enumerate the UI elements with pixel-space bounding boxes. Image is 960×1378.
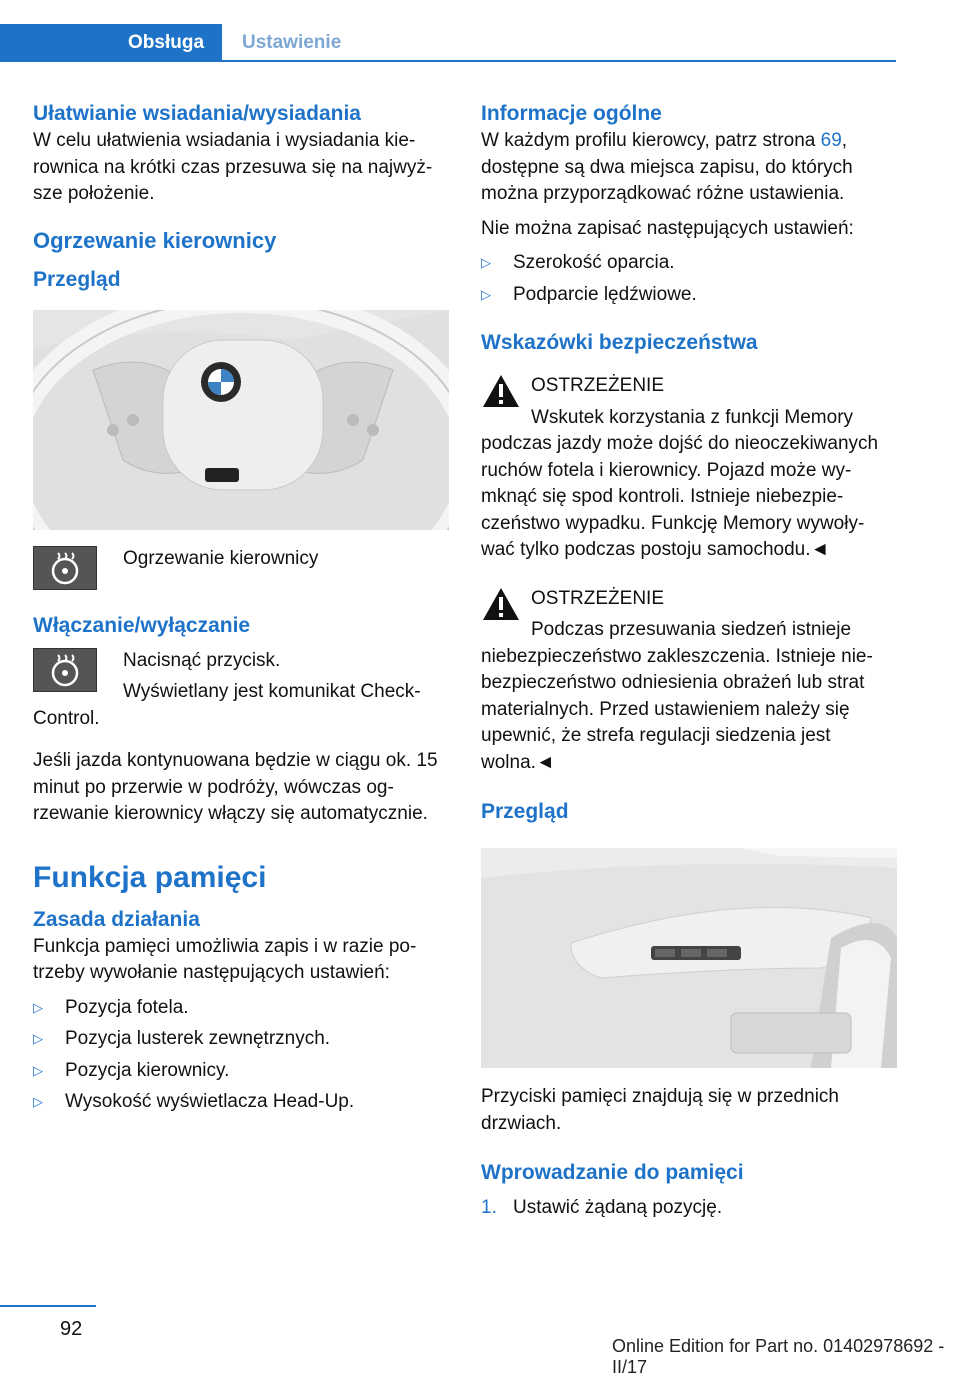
page-number: 92 bbox=[60, 1318, 83, 1340]
footer-divider bbox=[0, 1305, 96, 1307]
left-column bbox=[33, 100, 449, 1121]
heading-switch-on-off: Włączanie/wyłączanie bbox=[33, 613, 251, 637]
heading-entry-aid: Ułatwianie wsiadania/wysiadania bbox=[33, 102, 361, 125]
warning-block-1 bbox=[481, 373, 897, 564]
triangle-bullet-icon: ▷ bbox=[33, 1031, 43, 1046]
page-link[interactable]: 69 bbox=[820, 130, 842, 151]
list-item: ▷ Pozycja kierownicy. bbox=[33, 1058, 449, 1085]
switch-step-press: Nacisnąć przycisk. bbox=[123, 649, 281, 671]
steering-heat-button-icon bbox=[33, 648, 97, 692]
door-memory-buttons-image bbox=[481, 848, 897, 1068]
list-item: ▷ Szerokość oparcia. bbox=[481, 250, 897, 277]
tab-obsluga-label: Obsługa bbox=[128, 32, 205, 53]
heading-safety: Wskazówki bezpieczeństwa bbox=[481, 331, 758, 354]
entry-aid-text: W celu ułatwienia wsiadania i wysiadania kie-rownica na krótki czas przesuwa się na najwyż-sze położenie. bbox=[33, 130, 433, 204]
memory-buttons-caption: Przyciski pamięci znajdują się w przednich drzwiach. bbox=[481, 1086, 839, 1134]
triangle-bullet-icon: ▷ bbox=[33, 999, 43, 1015]
principle-text: Funkcja pamięci umożliwia zapis i w razie po-trzeby wywołanie następujących ustawień: bbox=[33, 935, 417, 983]
auto-resume-note: Jeśli jazda kontynuowana będzie w ciągu ok. 15 minut po przerwie w podróży, wówczas og-rzewanie kierownicy włączy się automatycznie. bbox=[33, 750, 438, 824]
store-steps-list bbox=[481, 1195, 897, 1222]
tab-obsluga[interactable] bbox=[0, 24, 222, 60]
steering-heat-icon bbox=[33, 546, 97, 590]
list-item: ▷ Podparcie lędźwiowe. bbox=[481, 282, 897, 309]
non-storable-text: Nie można zapisać następujących ustawień: bbox=[481, 217, 854, 239]
header-tabs bbox=[0, 0, 896, 62]
heading-store-memory: Wprowadzanie do pamięci bbox=[481, 1161, 744, 1184]
warning-block-2 bbox=[481, 586, 897, 777]
steering-wheel-image bbox=[33, 310, 449, 530]
triangle-bullet-icon: ▷ bbox=[33, 1062, 43, 1078]
list-item: 1. Ustawić żądaną pozycję. bbox=[481, 1195, 897, 1222]
warning-1-text: Wskutek korzystania z funkcji Memory podczas jazdy może dojść do nieoczekiwanych ruchów fotela i kierownicy. Pojazd może wy-mknąć się spod kontroli. Istnieje niebezpie-czeństwo wypadku. Funkcję Memory wywoły-wać tylko podczas postoju samochodu.◄ bbox=[481, 406, 879, 560]
list-item: ▷ Pozycja fotela. bbox=[33, 995, 449, 1022]
memory-settings-list bbox=[33, 995, 449, 1116]
triangle-bullet-icon: ▷ bbox=[481, 286, 491, 302]
heading-principle: Zasada działania bbox=[33, 907, 200, 931]
heading-general-info: Informacje ogólne bbox=[481, 102, 662, 125]
heading-overview-memory: Przegląd bbox=[481, 800, 569, 823]
heading-steering-heating: Ogrzewanie kierownicy bbox=[33, 227, 277, 253]
non-storable-list bbox=[481, 250, 897, 308]
edition-footer: Online Edition for Part no. 01402978692 - II/17 bbox=[612, 1336, 945, 1377]
triangle-bullet-icon: ▷ bbox=[33, 1094, 43, 1109]
list-item: ▷ Wysokość wyświetlacza Head-Up. bbox=[33, 1089, 449, 1116]
warning-triangle-icon bbox=[481, 373, 521, 409]
warning-1-label: OSTRZEŻENIE bbox=[531, 375, 665, 396]
warning-triangle-icon bbox=[481, 586, 521, 622]
right-column bbox=[481, 100, 897, 1227]
header-divider bbox=[0, 60, 896, 62]
list-item: ▷ Pozycja lusterek zewnętrznych. bbox=[33, 1026, 449, 1053]
triangle-bullet-icon: ▷ bbox=[481, 255, 491, 270]
general-info-text: W każdym profilu kierowcy, patrz strona 69, dostępne są dwa miejsca zapisu, do których można przyporządkować różne ustawienia. bbox=[481, 130, 853, 204]
switch-step-message: Wyświetlany jest komunikat Check-Control. bbox=[33, 681, 421, 729]
heading-overview: Przegląd bbox=[33, 267, 121, 291]
steering-heat-caption: Ogrzewanie kierownicy bbox=[123, 547, 319, 569]
heading-memory-function: Funkcja pamięci bbox=[33, 860, 267, 894]
tab-ustawienie[interactable]: Ustawienie bbox=[242, 32, 342, 53]
step-number: 1. bbox=[481, 1197, 497, 1218]
warning-2-text: Podczas przesuwania siedzeń istnieje niebezpieczeństwo zakleszczenia. Istnieje nie-bezpieczeństwo odniesienia obrażeń lub strat materialnych. Przed ustawieniem należy się upewnić, że strefa regulacji siedzenia jest wolna.◄ bbox=[481, 619, 873, 773]
warning-2-label: OSTRZEŻENIE bbox=[531, 587, 665, 609]
